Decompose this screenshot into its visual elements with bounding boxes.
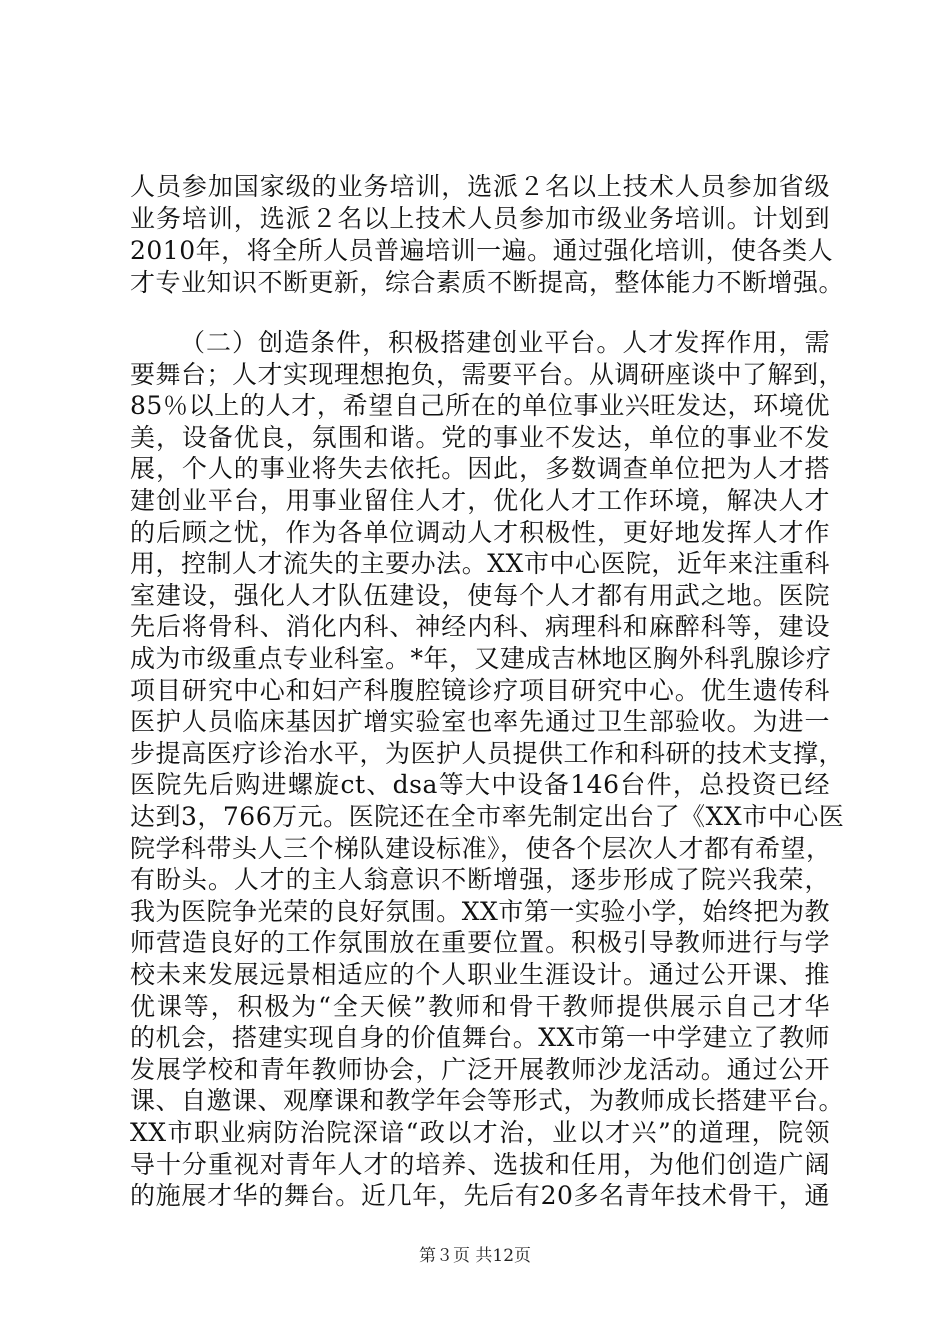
text-line: 课、自邀课、观摩课和教学年会等形式，为教师成长搭建平台。 [130,1086,845,1116]
text-line: 才专业知识不断更新，综合素质不断提高，整体能力不断增强。 [130,268,845,297]
text-line: 室建设，强化人才队伍建设，使每个人才都有用武之地。医院 [130,580,830,610]
text-line: 步提高医疗诊治水平，为医护人员提供工作和科研的技术支撑， [130,738,845,768]
text-line: （二）创造条件，积极搭建创业平台。人才发挥作用，需 [180,328,830,357]
text-line: 人员参加国家级的业务培训，选派２名以上技术人员参加省级 [130,172,830,201]
text-line: 医护人员临床基因扩增实验室也率先通过卫生部验收。为进一 [130,707,830,737]
text-line: 展，个人的事业将失去依托。因此，多数调查单位把为人才搭 [130,454,830,484]
text-line: 医院先后购进螺旋ct、dsa等大中设备146台件，总投资已经 [130,770,830,800]
text-line: 美，设备优良，氛围和谐。党的事业不发达，单位的事业不发 [130,422,830,452]
page-number-footer: 第３页 共12页 [418,1246,532,1266]
text-line: 校未来发展远景相适应的个人职业生涯设计。通过公开课、推 [130,960,830,989]
text-line: 的机会，搭建实现自身的价值舞台。XX市第一中学建立了教师 [130,1023,830,1053]
text-line: 优课等，积极为“全天候”教师和骨干教师提供展示自己才华 [130,991,830,1021]
text-line: 85％以上的人才，希望自己所在的单位事业兴旺发达，环境优 [130,391,830,421]
text-line: 用，控制人才流失的主要办法。XX市中心医院，近年来注重科 [130,549,830,579]
text-line: 达到3，766万元。医院还在全市率先制定出台了《XX市中心医 [130,802,845,831]
text-line: 成为市级重点专业科室。*年，又建成吉林地区胸外科乳腺诊疗 [130,644,832,673]
text-line: 院学科带头人三个梯队建设标准》，使各个层次人才都有希望， [130,833,832,863]
text-line: 的后顾之忧，作为各单位调动人才积极性，更好地发挥人才作 [130,517,830,547]
text-line: 业务培训，选派２名以上技术人员参加市级业务培训。计划到 [130,204,830,233]
text-line: 先后将骨科、消化内科、神经内科、病理科和麻醉科等，建设 [130,612,830,642]
text-line: 2010年，将全所人员普遍培训一遍。通过强化培训，使各类人 [130,236,834,265]
text-line: 要舞台；人才实现理想抱负，需要平台。从调研座谈中了解到， [130,359,845,389]
text-line: 有盼头。人才的主人翁意识不断增强，逐步形成了院兴我荣， [130,865,830,895]
text-line: 的施展才华的舞台。近几年，先后有20多名青年技术骨干，通 [130,1181,830,1211]
text-line: 建创业平台，用事业留住人才，优化人才工作环境，解决人才 [130,486,830,515]
text-line: 师营造良好的工作氛围放在重要位置。积极引导教师进行与学 [130,928,830,958]
text-line: 发展学校和青年教师协会，广泛开展教师沙龙活动。通过公开 [130,1054,830,1084]
text-line: 我为医院争光荣的良好氛围。XX市第一实验小学，始终把为教 [130,896,830,926]
text-line: XX市职业病防治院深谙“政以才治，业以才兴”的道理，院领 [130,1118,830,1147]
text-line: 项目研究中心和妇产科腹腔镜诊疗项目研究中心。优生遗传科 [130,675,830,705]
text-line: 导十分重视对青年人才的培养、选拔和任用，为他们创造广阔 [130,1149,830,1179]
